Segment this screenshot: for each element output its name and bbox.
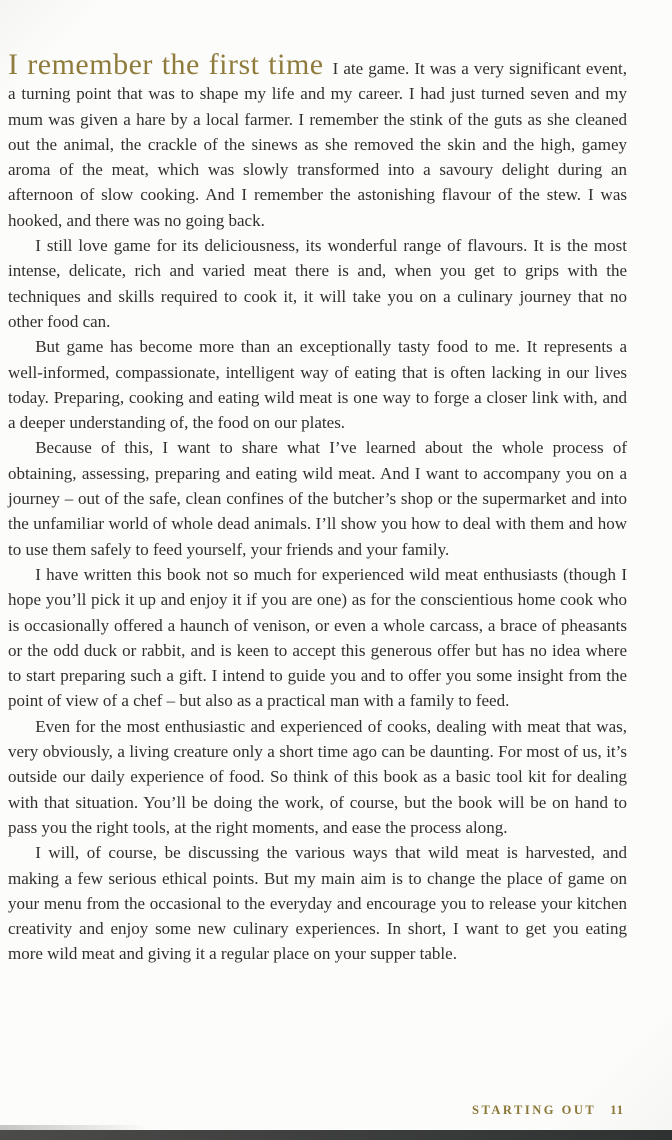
lead-text: I ate game. It was a very significant event, a turning point that was to shape my life and my career. I had just turned seven and my mum was given a hare by a local farmer. I remember the stink of the guts as she cleaned out the animal, the crackle of the sinews as she removed the skin and the high, gamey aroma of the meat, which was slowly transformed into a savoury delight during an afternoon of slow cooking. And I remember the astonishing flavour of the stew. I was hooked, and there was no going back.: [8, 59, 627, 230]
running-head: STARTING OUT: [472, 1103, 597, 1117]
page-footer: [472, 1103, 624, 1118]
body-paragraph: I have written this book not so much for experienced wild meat enthusiasts (though I hope you’ll pick it up and enjoy it if you are one) as for the conscientious home cook who is occasionally offered a haunch of venison, or even a whole carcass, a brace of pheasants or the odd duck or rabbit, and is keen to accept this generous offer but has no idea where to start preparing such a gift. I intend to guide you and to offer you some insight from the point of view of a chef – but also as a practical man with a family to feed.: [8, 564, 627, 711]
page-number: 11: [610, 1103, 624, 1117]
body-paragraph: But game has become more than an exceptionally tasty food to me. It represents a well-informed, compassionate, intelligent way of eating that is often lacking in our lives today. Preparing, cooking and eating wild meat is one way to forge a closer link with, and a deeper understanding of, the food on our plates.: [8, 337, 627, 433]
body-paragraph: I will, of course, be discussing the various ways that wild meat is harvested, and making a few serious ethical points. But my main aim is to change the place of game on your menu from the occasional to the everyday and encourage you to release your kitchen creativity and enjoy some new culinary experiences. In short, I want to get you eating more wild meat and giving it a regular place on your supper table.: [8, 843, 627, 964]
body-paragraph: Even for the most enthusiastic and experienced of cooks, dealing with meat that was, very obviously, a living creature only a short time ago can be daunting. For most of us, it’s outside our daily experience of food. So think of this book as a basic tool kit for dealing with that situation. You’ll be doing the work, of course, but the book will be on hand to pass you the right tools, at the right moments, and ease the process along.: [8, 716, 627, 837]
body-paragraph: Because of this, I want to share what I’ve learned about the whole process of obtaining, assessing, preparing and eating wild meat. And I want to accompany you on a journey – out of the safe, clean confines of the butcher’s shop or the supermarket and into the unfamiliar world of whole dead animals. I’ll show you how to deal with them and how to use them safely to feed yourself, your friends and your family.: [8, 438, 627, 559]
scan-edge: [0, 1130, 672, 1140]
body-paragraph: I still love game for its deliciousness, its wonderful range of flavours. It is the most intense, delicate, rich and varied meat there is and, when you get to grips with the techniques and skills required to cook it, it will take you on a culinary journey that no other food can.: [8, 236, 627, 331]
chapter-opening-heading: I remember the first time: [8, 48, 324, 81]
opening-paragraph: [8, 50, 627, 233]
